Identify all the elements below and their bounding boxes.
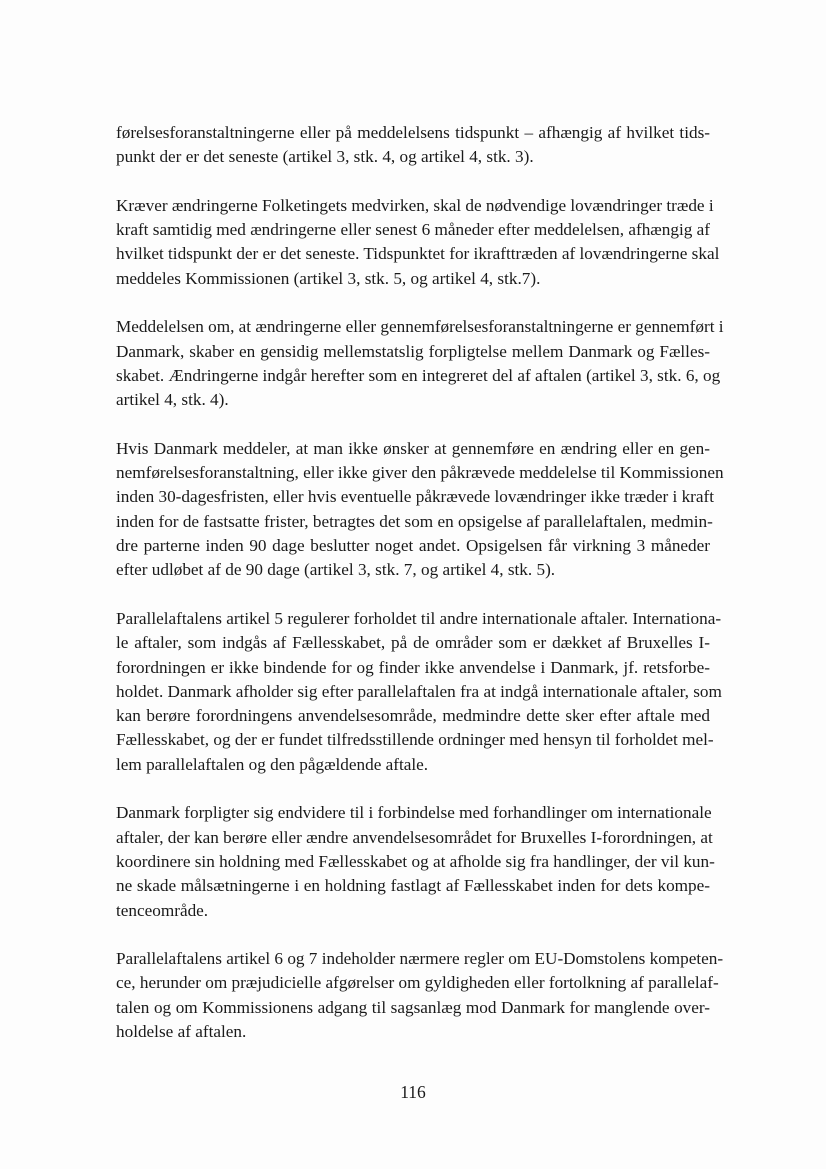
text-line: Hvis Danmark meddeler, at man ikke ønsker at gennemføre en ændring eller en gen- — [116, 438, 710, 458]
text-line: Danmark forpligter sig endvidere til i forbindelse med forhandlinger om internationale — [116, 803, 712, 823]
text-line: le aftaler, som indgås af Fællesskabet, på de områder som er dækket af Bruxelles I- — [116, 633, 710, 653]
text-line: Parallelaftalens artikel 6 og 7 indeholder nærmere regler om EU-Domstolens kompeten- — [116, 949, 724, 969]
text-line: ce, herunder om præjudicielle afgørelser om gyldigheden eller fortolkning af parallelaf- — [116, 973, 719, 993]
paragraph — [116, 801, 715, 922]
paragraph — [116, 194, 720, 291]
text-line: kan berøre forordningens anvendelsesområde, medmindre dette sker efter aftale med — [116, 706, 710, 726]
text-line: holdet. Danmark afholder sig efter parallelaftalen fra at indgå internationale aftaler, som — [116, 681, 722, 701]
text-line: talen og om Kommissionens adgang til sagsanlæg mod Danmark for manglende over- — [116, 997, 710, 1017]
text-line: artikel 4, stk. 4). — [116, 390, 229, 410]
text-line: hvilket tidspunkt der er det seneste. Tidspunktet for ikrafttræden af lovændringerne skal — [116, 244, 720, 264]
text-line: nemførelsesforanstaltning, eller ikke giver den påkrævede meddelelse til Kommissionen — [116, 463, 724, 483]
text-line: koordinere sin holdning med Fællesskabet og at afholde sig fra handlinger, der vil kun- — [116, 851, 715, 871]
page-number: 116 — [400, 1082, 426, 1102]
paragraph — [116, 947, 724, 1044]
text-line: Parallelaftalens artikel 5 regulerer forholdet til andre internationale aftaler. Internationa- — [116, 608, 722, 628]
text-line: dre parterne inden 90 dage beslutter noget andet. Opsigelsen får virkning 3 måneder — [116, 536, 710, 556]
text-line: aftaler, der kan berøre eller ændre anvendelsesområdet for Bruxelles I-forordningen, at — [116, 827, 713, 847]
text-line: meddeles Kommissionen (artikel 3, stk. 5, og artikel 4, stk.7). — [116, 268, 541, 288]
body-text — [116, 121, 724, 1069]
paragraph — [116, 437, 724, 583]
text-line: Fællesskabet, og der er fundet tilfredsstillende ordninger med hensyn til forholdet mel- — [116, 730, 714, 750]
paragraph — [116, 315, 724, 412]
text-line: kraft samtidig med ændringerne eller senest 6 måneder efter meddelelsen, afhængig af — [116, 220, 710, 240]
text-line: Kræver ændringerne Folketingets medvirken, skal de nødvendige lovændringer træde i — [116, 195, 714, 215]
text-line: ne skade målsætningerne i en holdning fastlagt af Fællesskabet inden for dets kompe- — [116, 876, 710, 896]
text-line: lem parallelaftalen og den pågældende aftale. — [116, 754, 429, 774]
paragraph — [116, 607, 722, 777]
text-line: Meddelelsen om, at ændringerne eller gennemførelsesforanstaltningerne er gennemført i — [116, 317, 724, 337]
text-line: tenceområde. — [116, 900, 209, 920]
paragraph — [116, 121, 710, 170]
text-line: efter udløbet af de 90 dage (artikel 3, stk. 7, og artikel 4, stk. 5). — [116, 560, 556, 580]
text-line: førelsesforanstaltningerne eller på meddelelsens tidspunkt – afhængig af hvilket tids- — [116, 123, 710, 142]
text-line: Danmark, skaber en gensidig mellemstatslig forpligtelse mellem Danmark og Fælles- — [116, 341, 710, 361]
text-line: inden 30-dagesfristen, eller hvis eventuelle påkrævede lovændringer ikke træder i kraft — [116, 487, 715, 507]
text-line: skabet. Ændringerne indgår herefter som en integreret del af aftalen (artikel 3, stk. 6, og — [116, 365, 721, 385]
text-line: inden for de fastsatte frister, betragtes det som en opsigelse af parallelaftalen, medmin- — [116, 511, 713, 531]
text-line: forordningen er ikke bindende for og finder ikke anvendelse i Danmark, jf. retsforbe- — [116, 657, 710, 677]
text-line: punkt der er det seneste (artikel 3, stk. 4, og artikel 4, stk. 3). — [116, 147, 534, 167]
text-line: holdelse af aftalen. — [116, 1021, 247, 1041]
